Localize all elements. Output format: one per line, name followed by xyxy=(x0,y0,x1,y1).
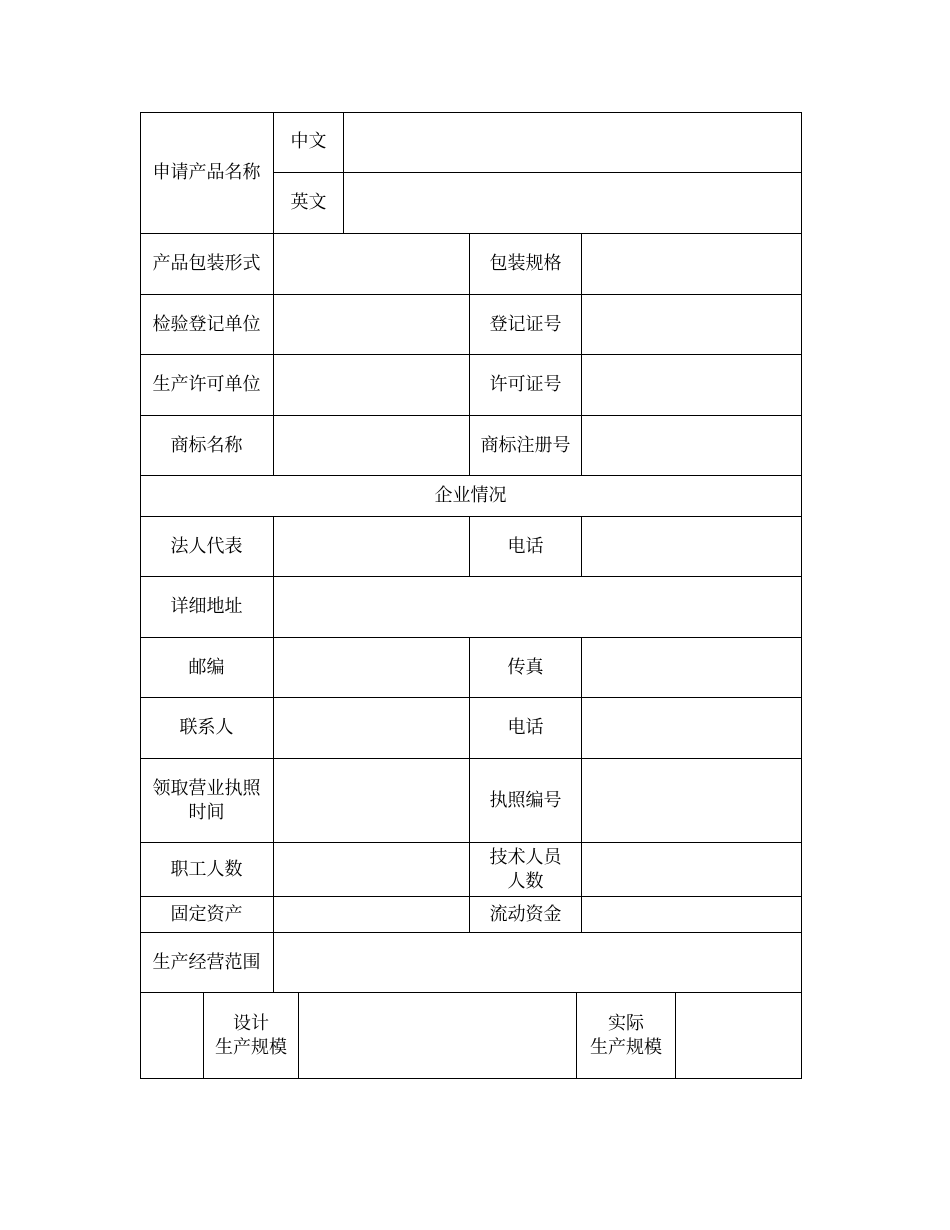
phone-field-2[interactable] xyxy=(582,698,802,759)
fixed-assets-field[interactable] xyxy=(274,897,470,933)
trademark-reg-label: 商标注册号 xyxy=(470,416,582,476)
packaging-spec-label: 包装规格 xyxy=(470,234,582,295)
license-time-field[interactable] xyxy=(274,759,470,843)
fax-label: 传真 xyxy=(470,638,582,698)
license-unit-label: 生产许可单位 xyxy=(140,355,274,416)
trademark-reg-field[interactable] xyxy=(582,416,802,476)
actual-capacity-label: 实际 生产规模 xyxy=(577,993,676,1079)
chinese-label: 中文 xyxy=(274,112,344,173)
registration-no-field[interactable] xyxy=(582,295,802,355)
address-field[interactable] xyxy=(274,577,802,638)
license-unit-field[interactable] xyxy=(274,355,470,416)
registration-no-label: 登记证号 xyxy=(470,295,582,355)
working-capital-label: 流动资金 xyxy=(470,897,582,933)
trademark-name-field[interactable] xyxy=(274,416,470,476)
license-no-label: 许可证号 xyxy=(470,355,582,416)
business-scope-label: 生产经营范围 xyxy=(140,933,274,993)
staff-count-label: 职工人数 xyxy=(140,843,274,897)
inspection-unit-label: 检验登记单位 xyxy=(140,295,274,355)
business-scope-field[interactable] xyxy=(274,933,802,993)
contact-field[interactable] xyxy=(274,698,470,759)
trademark-name-label: 商标名称 xyxy=(140,416,274,476)
phone-label-1: 电话 xyxy=(470,517,582,577)
actual-capacity-field[interactable] xyxy=(676,993,802,1079)
fax-field[interactable] xyxy=(582,638,802,698)
license-number-label: 执照编号 xyxy=(470,759,582,843)
chinese-name-field[interactable] xyxy=(344,112,802,173)
working-capital-field[interactable] xyxy=(582,897,802,933)
contact-label: 联系人 xyxy=(140,698,274,759)
packaging-spec-field[interactable] xyxy=(582,234,802,295)
english-label: 英文 xyxy=(274,173,344,234)
phone-field-1[interactable] xyxy=(582,517,802,577)
legal-rep-field[interactable] xyxy=(274,517,470,577)
tech-staff-label: 技术人员人数 xyxy=(470,843,582,897)
packaging-form-label: 产品包装形式 xyxy=(140,234,274,295)
postcode-field[interactable] xyxy=(274,638,470,698)
address-label: 详细地址 xyxy=(140,577,274,638)
capacity-blank-cell xyxy=(140,993,204,1079)
license-no-field[interactable] xyxy=(582,355,802,416)
license-time-label: 领取营业执照时间 xyxy=(140,759,274,843)
design-capacity-label: 设计 生产规模 xyxy=(204,993,299,1079)
packaging-form-field[interactable] xyxy=(274,234,470,295)
english-name-field[interactable] xyxy=(344,173,802,234)
product-name-label: 申请产品名称 xyxy=(140,112,274,234)
legal-rep-label: 法人代表 xyxy=(140,517,274,577)
tech-staff-field[interactable] xyxy=(582,843,802,897)
phone-label-2: 电话 xyxy=(470,698,582,759)
enterprise-section-header: 企业情况 xyxy=(140,476,802,517)
design-capacity-field[interactable] xyxy=(299,993,577,1079)
inspection-unit-field[interactable] xyxy=(274,295,470,355)
postcode-label: 邮编 xyxy=(140,638,274,698)
fixed-assets-label: 固定资产 xyxy=(140,897,274,933)
license-number-field[interactable] xyxy=(582,759,802,843)
staff-count-field[interactable] xyxy=(274,843,470,897)
